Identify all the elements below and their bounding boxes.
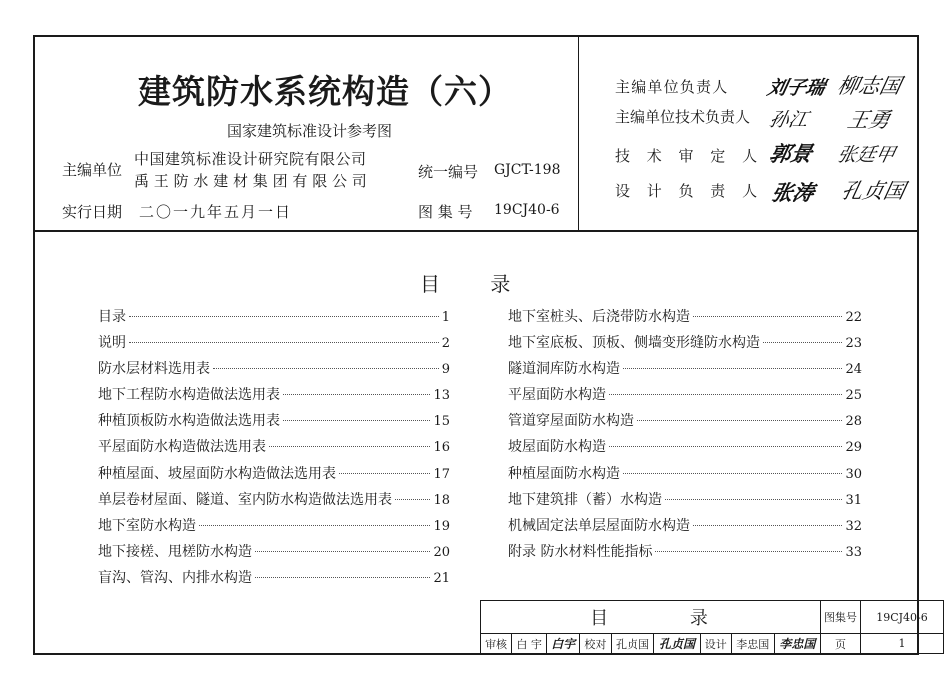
atlas-no-label-small: 图集号 [821,601,861,634]
toc-entry[interactable]: 种植顶板防水构造做法选用表 15 [98,413,450,430]
atlas-subtitle: 国家建筑标准设计参考图 [227,122,393,140]
editor-unit-1: 中国建筑标准设计研究院有限公司 [134,150,367,168]
effective-date-label: 实行日期 [62,203,123,221]
signature-chief-unit-1: 刘子瑞 [765,77,828,99]
toc-entry[interactable]: 地下接槎、甩槎防水构造 20 [98,543,450,560]
toc-entry[interactable]: 说明 2 [98,335,450,352]
toc-heading-char-1: 目 [420,272,440,296]
design-label: 设计 [700,634,731,654]
signature-reviewer-2: 张廷甲 [835,144,898,166]
toc-entry[interactable]: 管道穿屋面防水构造 28 [508,413,862,430]
toc-entry[interactable]: 地下室桩头、后浇带防水构造 22 [508,309,862,325]
sheet-title: 目 录 [481,601,821,634]
toc-entry[interactable]: 种植屋面防水构造 30 [508,465,862,482]
toc-entry[interactable]: 附录 防水材料性能指标 33 [508,543,862,560]
header-divider [33,230,919,232]
role-technical: 主编单位技术负责人 [615,108,751,126]
toc-entry[interactable]: 防水层材料选用表 9 [98,361,450,378]
signature-reviewer-1: 郭景 [767,141,815,166]
page-label: 页 [821,634,861,654]
signature-chief-unit-2: 柳志国 [835,74,904,98]
review-signature: 白宇 [547,634,580,654]
review-name: 白 宇 [512,634,547,654]
atlas-no-label: 图 集 号 [418,203,473,221]
role-chief-unit: 主编单位负责人 [615,78,729,96]
page-number: 1 [861,634,944,654]
toc-entry[interactable]: 种植屋面、坡屋面防水构造做法选用表 17 [98,465,450,482]
unified-no: GJCT-198 [494,162,561,178]
toc-left-column [98,306,450,593]
toc-heading-char-2: 录 [490,272,511,296]
toc-entry[interactable]: 目录 1 [98,309,450,325]
signature-designer-2: 孔贞国 [839,179,908,203]
editor-unit-2: 禹王防水建材集团有限公司 [134,172,372,190]
effective-date: 二〇一九年五月一日 [139,203,293,221]
toc-entry[interactable]: 机械固定法单层屋面防水构造 32 [508,517,862,534]
atlas-title: 建筑防水系统构造（六） [138,72,512,111]
toc-entry[interactable]: 平屋面防水构造 25 [508,387,862,404]
design-name: 李忠国 [731,634,774,654]
design-signature: 李忠国 [774,634,820,654]
role-reviewer: 技 术 审 定 人 [615,147,764,165]
toc-heading [420,268,510,297]
atlas-no-small: 19CJ40-6 [861,601,944,634]
check-signature: 孔贞国 [654,634,700,654]
toc-entry[interactable]: 地下室防水构造 19 [98,517,450,534]
header-vertical-divider [578,35,579,231]
toc-right-column [508,306,862,567]
atlas-no: 19CJ40-6 [494,202,560,218]
toc-entry[interactable]: 隧道洞库防水构造 24 [508,361,862,378]
toc-entry[interactable]: 平屋面防水构造做法选用表 16 [98,439,450,456]
title-block [480,600,944,654]
toc-entry[interactable]: 单层卷材屋面、隧道、室内防水构造做法选用表 18 [98,491,450,508]
toc-entry[interactable]: 地下建筑排（蓄）水构造 31 [508,491,862,508]
signature-technical-1: 孙江 [767,109,811,131]
review-label: 审核 [481,634,512,654]
toc-entry[interactable]: 盲沟、管沟、内排水构造 21 [98,569,450,586]
toc-entry[interactable]: 地下工程防水构造做法选用表 13 [98,387,450,404]
role-designer: 设 计 负 责 人 [615,182,764,200]
signature-technical-2: 王勇 [845,108,893,132]
check-name: 孔贞国 [611,634,654,654]
toc-entry[interactable]: 坡屋面防水构造 29 [508,439,862,456]
signature-designer-1: 张涛 [769,180,817,205]
unified-no-label: 统一编号 [418,163,479,181]
editor-label: 主编单位 [62,161,123,179]
check-label: 校对 [580,634,611,654]
toc-entry[interactable]: 地下室底板、顶板、侧墙变形缝防水构造 23 [508,335,862,352]
